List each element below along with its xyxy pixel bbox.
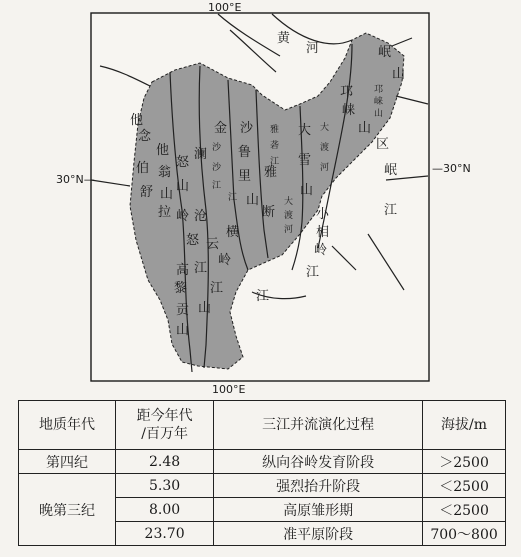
- label-yalong-small-1: 雅: [270, 125, 280, 135]
- table-row: [19, 474, 506, 498]
- cell-ma: 8.00: [115, 498, 213, 522]
- label-shaluli-3: 里: [238, 169, 252, 184]
- label-dadu-2: 渡: [320, 143, 330, 153]
- label-yunling-1: 云: [206, 237, 220, 252]
- evolution-table: [18, 400, 506, 546]
- label-lancang-3: 江: [194, 261, 208, 276]
- label-nianqing-2: 念: [138, 129, 152, 144]
- cell-altitude: ＞2500: [423, 450, 506, 474]
- header-ma: [115, 401, 213, 450]
- lon-label-bottom: 100°E: [212, 383, 246, 395]
- label-jiang-mid: 江: [256, 289, 270, 304]
- label-minshan-2: 山: [392, 67, 406, 82]
- label-xiaoxiang-1: 小: [316, 207, 330, 222]
- label-boshula-2: 舒: [140, 185, 154, 200]
- label-hengduan-ya: 雅: [264, 165, 278, 180]
- label-huanghe-1: 黄: [277, 31, 291, 46]
- label-gaoligong-3: 贡: [176, 303, 190, 318]
- cell-process: 纵向谷岭发育阶段: [214, 450, 423, 474]
- label-xiaoxiang-2: 相: [316, 225, 330, 240]
- label-daxue-3: 山: [300, 183, 314, 198]
- cell-altitude: ＜2500: [423, 498, 506, 522]
- label-qionglai-1: 邛: [340, 85, 354, 100]
- header-ma-line1: 距今年代: [136, 408, 193, 424]
- label-xiaoxiang-3: 岭: [314, 243, 328, 258]
- header-altitude: 海拔/m: [423, 401, 506, 450]
- label-gaoligong-4: 山: [176, 323, 190, 338]
- label-nianqing-3: 他: [156, 143, 170, 158]
- label-nushan-1: 怒: [176, 155, 190, 170]
- lat-label-left: 30°N—: [56, 173, 95, 186]
- label-qu-real: 区: [376, 137, 390, 152]
- label-nianqing-5: 山: [160, 187, 174, 202]
- label-boshula-1: 伯: [136, 161, 150, 176]
- cell-altitude: ＜2500: [423, 474, 506, 498]
- label-jiang-right: 江: [306, 265, 320, 280]
- label-hengduan-heng: 横: [226, 225, 240, 240]
- label-huanghe-2: 河: [306, 41, 320, 56]
- label-gaoligong-1: 高: [176, 263, 190, 278]
- label-jinsha-small-1: 沙: [212, 143, 222, 153]
- label-daxue-2: 雪: [298, 153, 312, 168]
- label-qionglai-small-1: 邛: [374, 85, 384, 95]
- label-qionglai-3: 山: [358, 121, 372, 136]
- label-dadu-small-b: 渡: [284, 211, 294, 221]
- table-header-row: [19, 401, 506, 450]
- cell-altitude: 700～800: [423, 522, 506, 546]
- label-shaluli-4: 山: [246, 193, 260, 208]
- cell-ma: 2.48: [115, 450, 213, 474]
- label-yalong-small-3: 江: [270, 157, 280, 167]
- label-dadu-small-a: 大: [284, 197, 294, 207]
- label-minjiang-1: 岷: [384, 163, 398, 178]
- label-minshan-1: 岷: [378, 45, 392, 60]
- header-ma-line2: /百万年: [141, 426, 188, 442]
- label-jinsha-small-3: 江: [212, 181, 222, 191]
- label-qionglai-small-2: 崃: [374, 97, 384, 107]
- label-gaoligong-2: 黎: [174, 281, 188, 296]
- label-yunling-2: 岭: [218, 253, 232, 268]
- table-row: [19, 450, 506, 474]
- label-lancang-1: 澜: [194, 147, 208, 162]
- label-dadu-small-c: 河: [284, 225, 294, 235]
- label-boshula-3: 拉: [158, 205, 172, 220]
- label-jinsha-small-4: 江: [228, 193, 238, 203]
- header-era: 地质年代: [19, 401, 116, 450]
- cell-era: 晚第三纪: [19, 474, 116, 546]
- lon-label-top: 100°E: [208, 1, 242, 14]
- cell-process: 高原雏形期: [214, 498, 423, 522]
- label-qionglai-small-3: 山: [374, 109, 384, 119]
- label-hengduan-duan: 断: [262, 205, 276, 220]
- label-daxue-1: 大: [298, 123, 312, 138]
- label-minjiang-2: 江: [384, 203, 398, 218]
- label-jiang-left: 江: [210, 281, 224, 296]
- lat-label-right: —30°N: [432, 162, 471, 175]
- label-lancang-2: 沧: [194, 209, 208, 224]
- header-process: 三江并流演化过程: [214, 401, 423, 450]
- label-yalong-small-2: 砻: [270, 141, 280, 151]
- label-nianqing-4: 翁: [158, 165, 172, 180]
- cell-ma: 23.70: [115, 522, 213, 546]
- label-nianqing-1: 他: [130, 113, 144, 128]
- cell-process: 准平原阶段: [214, 522, 423, 546]
- label-dadu-1: 大: [320, 123, 330, 133]
- label-shaluli-1: 沙: [240, 121, 254, 136]
- cell-process: 强烈抬升阶段: [214, 474, 423, 498]
- label-jinsha-small-2: 沙: [212, 163, 222, 173]
- label-shaluli-2: 鲁: [238, 145, 252, 160]
- label-jinsha-1: 金: [214, 121, 228, 136]
- cell-ma: 5.30: [115, 474, 213, 498]
- label-nujiang-1: 怒: [186, 233, 200, 248]
- label-qionglai-2: 崃: [342, 103, 356, 118]
- label-dadu-3: 河: [320, 163, 330, 173]
- cell-era: 第四纪: [19, 450, 116, 474]
- label-boshula-4: 岭: [176, 209, 190, 224]
- label-nushan-2: 山: [176, 179, 190, 194]
- label-shan-bottom: 山: [198, 301, 212, 316]
